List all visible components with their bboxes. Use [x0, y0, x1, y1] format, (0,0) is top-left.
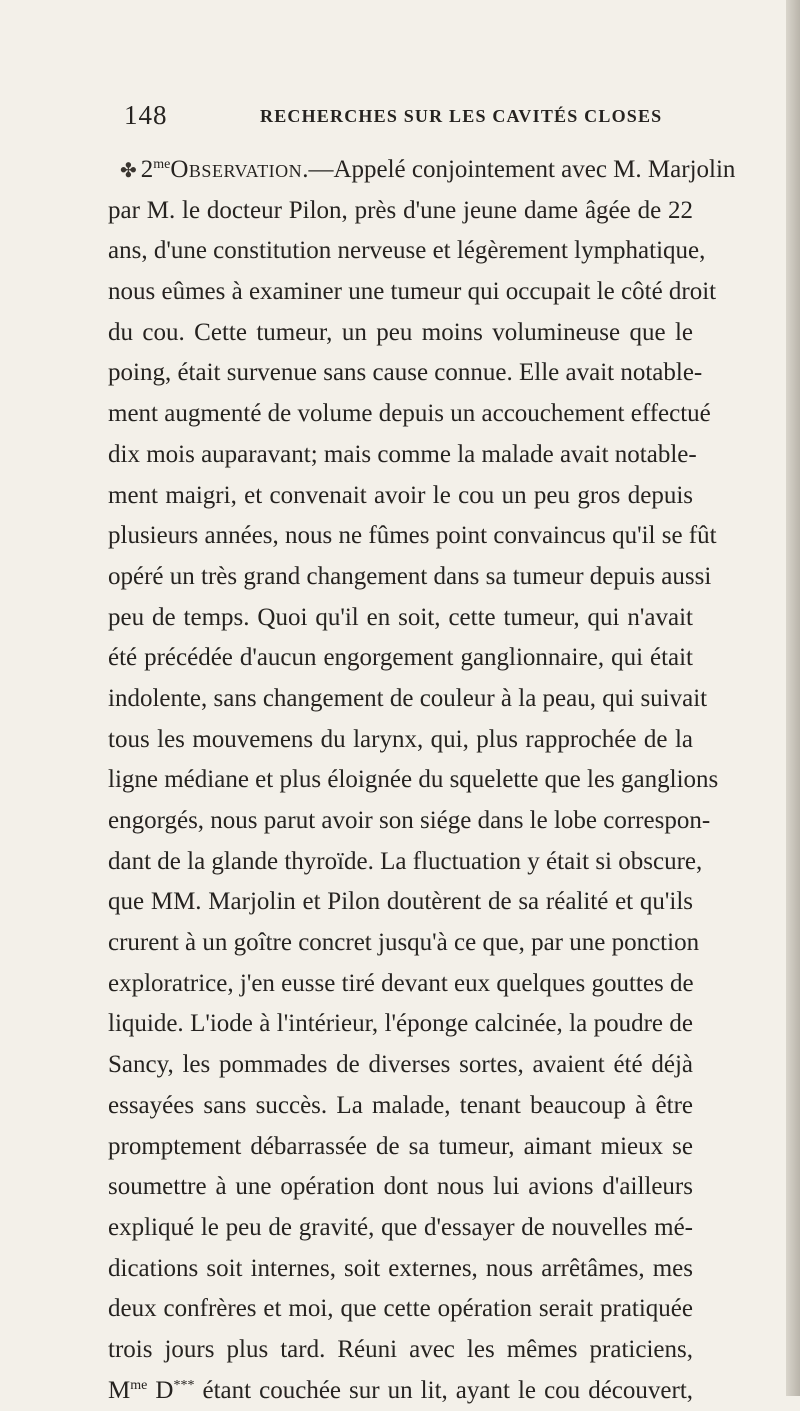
text-line: ans, d'une constitution nerveuse et légèrement lymphatique, [108, 237, 706, 265]
text-line: plusieurs années, nous ne fûmes point convaincus qu'il se fût [108, 522, 717, 550]
page-number: 148 [124, 100, 168, 130]
patient-initial: D [155, 1376, 174, 1404]
paragraph-lines [108, 191, 719, 1371]
text-line: dix mois auparavant; mais comme la malade avait notable- [108, 440, 697, 468]
text-line: par M. le docteur Pilon, près d'une jeune dame âgée de 22 [108, 196, 693, 224]
text-line: engorgés, nous parut avoir son siége dans le lobe correspon- [108, 807, 711, 834]
body-text [108, 150, 736, 1411]
text-line: tous les mouvemens du larynx, qui, plus rapprochée de la [108, 725, 693, 753]
ornament-icon: ✤ [120, 160, 137, 182]
observation-label: Observation [170, 156, 303, 183]
text-line: promptement débarrassée de sa tumeur, aimant mieux se [108, 1132, 693, 1160]
observation-first-line [108, 150, 736, 191]
text-line: été précédée d'aucun engorgement ganglionnaire, qui était [108, 644, 693, 672]
observation-ordinal-sup: me [153, 157, 171, 172]
text-line: essayées sans succès. La malade, tenant beaucoup à être [108, 1091, 693, 1119]
text-line-last [108, 1371, 693, 1411]
text-line: ligne médiane et plus éloignée du squelette que les ganglions [108, 766, 719, 794]
patient-initial-sup: *** [173, 1377, 195, 1393]
page-edge [786, 0, 800, 1396]
text-line: ment maigri, et convenait avoir le cou un peu gros depuis [108, 481, 693, 509]
text-line: du cou. Cette tumeur, un peu moins volumineuse que le [108, 318, 693, 346]
text-line: ment augmenté de volume depuis un accouchement effectué [108, 400, 711, 428]
text-line: exploratrice, j'en eusse tiré devant eux quelques gouttes de [108, 969, 694, 997]
text-line: dications soit internes, soit externes, nous arrêtâmes, mes [108, 1254, 693, 1282]
text-line: soumettre à une opération dont nous lui avions d'ailleurs [108, 1173, 693, 1201]
title-abbrev: M [108, 1376, 131, 1404]
title-abbrev-sup: me [130, 1377, 148, 1393]
text-line: que MM. Marjolin et Pilon doutèrent de sa réalité et qu'ils [108, 888, 693, 916]
observation-ordinal: 2 [140, 156, 154, 183]
text-line: expliqué le peu de gravité, que d'essayer de nouvelles mé- [108, 1213, 693, 1241]
text-line: peu de temps. Quoi qu'il en soit, cette tumeur, qui n'avait [108, 603, 693, 631]
text-line: crurent à un goître concret jusqu'à ce que, par une ponction [108, 929, 700, 957]
last-line-text: étant couchée sur un lit, ayant le cou découvert, [202, 1376, 694, 1404]
text-line: indolente, sans changement de couleur à la peau, qui suivait [108, 684, 708, 712]
text-line: Sancy, les pommades de diverses sortes, avaient été déjà [108, 1051, 693, 1079]
text-line: trois jours plus tard. Réuni avec les mêmes praticiens, [108, 1335, 693, 1363]
page-header [124, 98, 684, 132]
text-line: deux confrères et moi, que cette opération serait pratiquée [108, 1295, 693, 1323]
text-line: opéré un très grand changement dans sa tumeur depuis aussi [108, 562, 712, 590]
running-title: RECHERCHES SUR LES CAVITÉS CLOSES [260, 106, 663, 126]
text-line: poing, était survenue sans cause connue. Elle avait notable- [108, 359, 703, 387]
text-line: liquide. L'iode à l'intérieur, l'éponge calcinée, la poudre de [108, 1010, 693, 1038]
observation-first-line-text: .—Appelé conjointement avec M. Marjolin [302, 156, 736, 183]
text-line: dant de la glande thyroïde. La fluctuation y était si obscure, [108, 847, 703, 875]
text-line: nous eûmes à examiner une tumeur qui occupait le côté droit [108, 278, 717, 306]
